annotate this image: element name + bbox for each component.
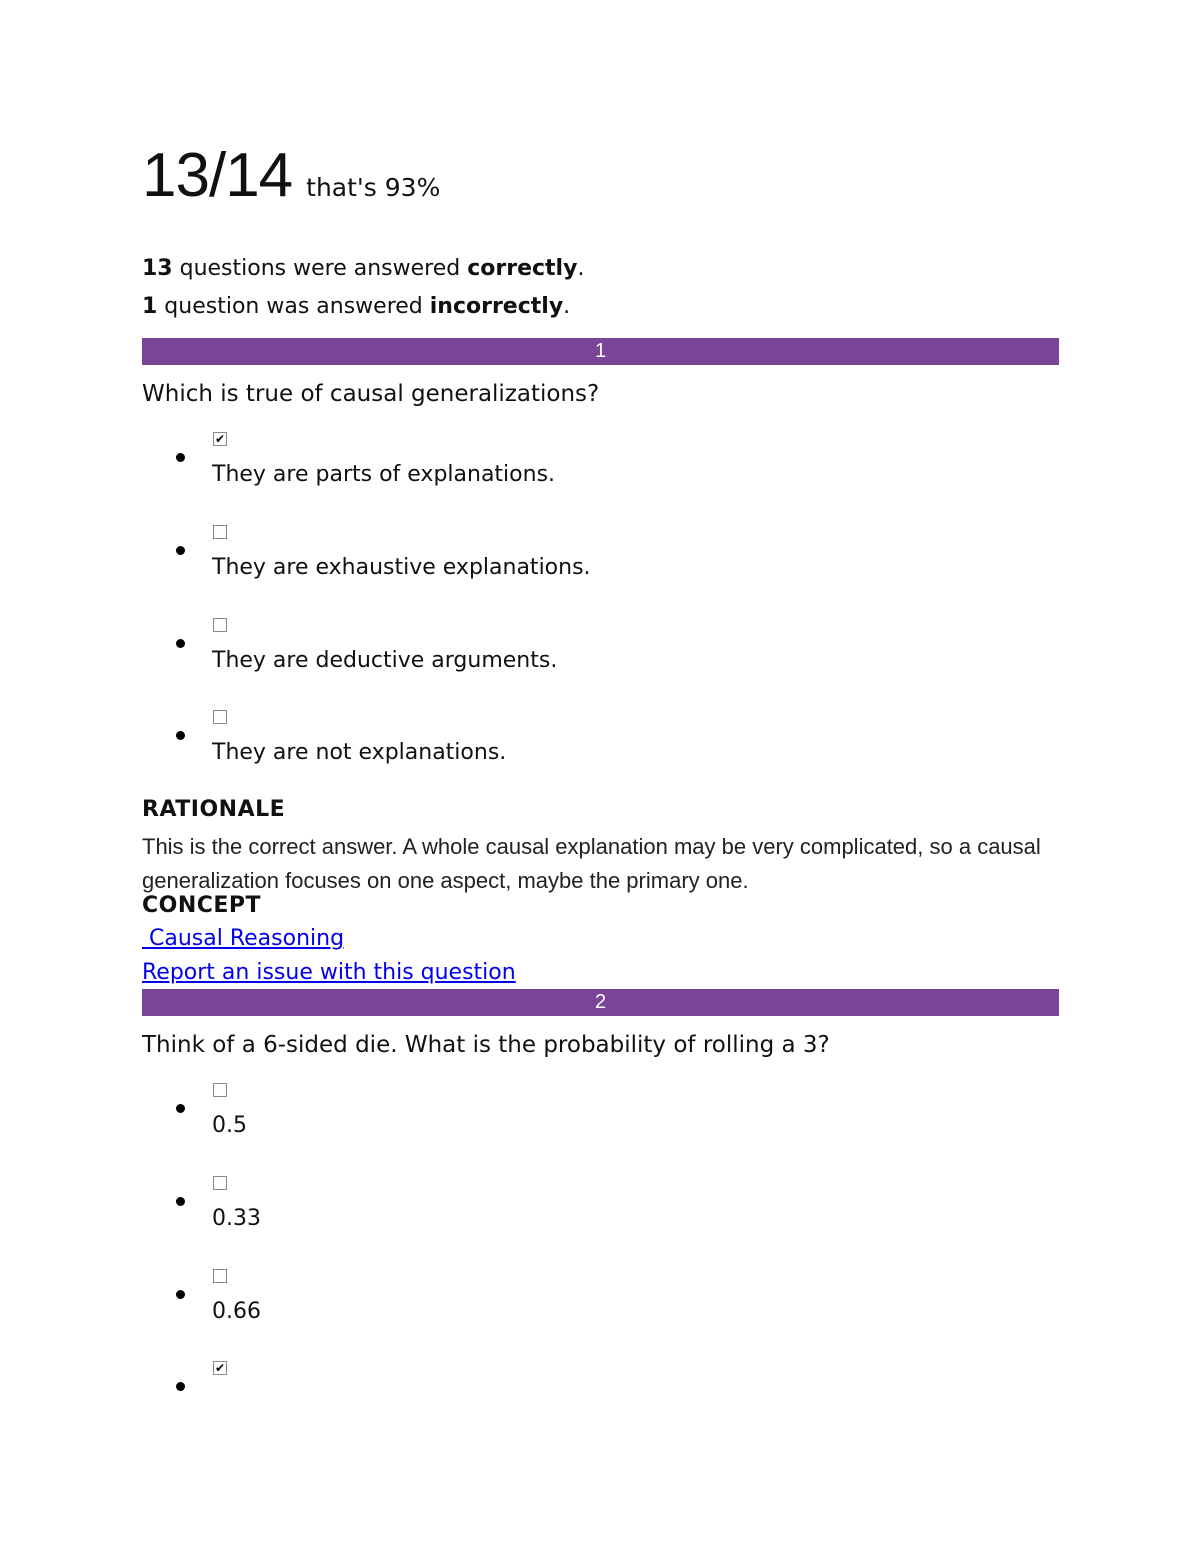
answer-option[interactable] <box>142 1361 842 1441</box>
incorrect-summary-period: . <box>563 294 571 319</box>
incorrect-word: incorrectly <box>429 294 564 319</box>
correct-word: correctly <box>467 256 578 281</box>
answer-option[interactable] <box>142 710 842 790</box>
checkbox-checked-icon[interactable] <box>213 1361 227 1375</box>
answer-option[interactable] <box>142 1083 842 1163</box>
answer-option[interactable] <box>142 1176 842 1256</box>
answer-option[interactable] <box>142 432 842 512</box>
check-mark-icon: ✔ <box>214 1361 226 1375</box>
question-prompt: Think of a 6-sided die. What is the probability of rolling a 3? <box>142 1032 830 1058</box>
checkbox-icon[interactable] <box>213 1269 227 1283</box>
correct-summary <box>142 256 584 281</box>
score-percent: that's 93% <box>306 173 441 202</box>
concept-link[interactable]: Causal Reasoning <box>142 926 345 951</box>
rationale-text: This is the correct answer. A whole causal explanation may be very complicated, so a causal generalization focuses on one aspect, maybe the primary one. <box>142 834 1041 893</box>
bullet-icon <box>176 1290 185 1299</box>
answer-option-label: 0.66 <box>212 1299 261 1324</box>
checkbox-checked-icon[interactable] <box>213 432 227 446</box>
checkbox-icon[interactable] <box>213 710 227 724</box>
checkbox-icon[interactable] <box>213 1083 227 1097</box>
incorrect-summary-text: question was answered <box>157 294 430 319</box>
question-number-bar: 2 <box>142 989 1059 1016</box>
score-fraction: 13/14 <box>142 141 293 210</box>
answer-option-label: They are parts of explanations. <box>212 462 556 487</box>
answer-option-label: 0.5 <box>212 1113 247 1138</box>
checkbox-icon[interactable] <box>213 618 227 632</box>
rationale-heading: RATIONALE <box>142 797 286 822</box>
answer-option[interactable] <box>142 525 842 605</box>
answer-option-label: They are not explanations. <box>212 740 507 765</box>
correct-count: 13 <box>142 256 173 281</box>
checkbox-icon[interactable] <box>213 525 227 539</box>
answer-option-label: They are deductive arguments. <box>212 648 558 673</box>
question-number-bar: 1 <box>142 338 1059 365</box>
bullet-icon <box>176 1382 185 1391</box>
report-issue-link[interactable]: Report an issue with this question <box>142 960 516 985</box>
answer-option-label: 0.33 <box>212 1206 261 1231</box>
question-prompt: Which is true of causal generalizations? <box>142 381 600 407</box>
answer-option[interactable] <box>142 1269 842 1349</box>
bullet-icon <box>176 453 185 462</box>
bullet-icon <box>176 731 185 740</box>
incorrect-summary <box>142 294 570 319</box>
bullet-icon <box>176 1104 185 1113</box>
correct-summary-text: questions were answered <box>172 256 468 281</box>
checkbox-icon[interactable] <box>213 1176 227 1190</box>
bullet-icon <box>176 1197 185 1206</box>
check-mark-icon: ✔ <box>214 432 226 446</box>
bullet-icon <box>176 546 185 555</box>
concept-heading: CONCEPT <box>142 893 262 918</box>
correct-summary-period: . <box>577 256 585 281</box>
score-header <box>142 140 440 211</box>
answer-option-label: They are exhaustive explanations. <box>212 555 591 580</box>
answer-option[interactable] <box>142 618 842 698</box>
bullet-icon <box>176 639 185 648</box>
incorrect-count: 1 <box>142 294 158 319</box>
